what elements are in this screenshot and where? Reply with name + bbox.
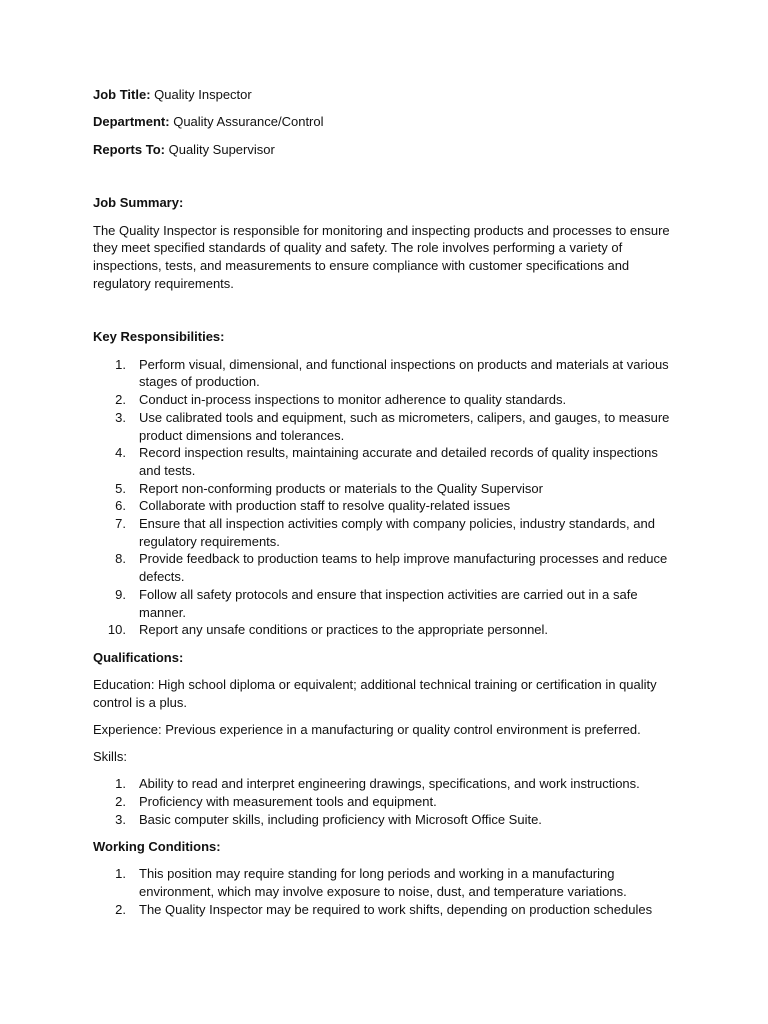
list-item-text: Provide feedback to production teams to help improve manufacturing processes and reduce defects.: [139, 551, 668, 585]
job-summary-text: The Quality Inspector is responsible for monitoring and inspecting products and processes to ensure they meet specified standards of quality and safety. The role involves performing a variety of inspections, tests, and measurements to ensure compliance with customer specifications and regulatory requirements.: [93, 222, 670, 291]
list-item-text: Record inspection results, maintaining accurate and detailed records of quality inspections and tests.: [139, 445, 658, 478]
list-item: [93, 356, 678, 391]
list-item-text: Report non-conforming products or materials to the Quality Supervisor: [139, 480, 543, 496]
department-field: [93, 113, 678, 131]
list-item-number: 6.: [115, 498, 126, 514]
list-item-number: 1.: [115, 866, 126, 882]
job-title-field: [93, 86, 678, 104]
list-item-text: Ensure that all inspection activities comply with company policies, industry standards, and regulatory requirements.: [139, 516, 655, 549]
list-item-number: 3.: [115, 811, 126, 827]
reports-to-label: Reports To:: [93, 141, 165, 157]
list-item-text: Report any unsafe conditions or practices to the appropriate personnel.: [139, 622, 549, 638]
list-item: [93, 409, 678, 444]
list-item-number: 4.: [115, 445, 126, 461]
skills-list: [93, 775, 678, 828]
qualifications-heading: Qualifications:: [93, 649, 184, 665]
list-item: [93, 480, 678, 498]
reports-to-field: [93, 141, 678, 159]
list-item-number: 2.: [115, 794, 126, 810]
list-item-number: 1.: [115, 356, 126, 372]
working-conditions-list: [93, 865, 678, 918]
list-item: [93, 391, 678, 409]
list-item-number: 5.: [115, 480, 126, 496]
list-item: [93, 550, 678, 585]
list-item-number: 1.: [115, 776, 126, 792]
reports-to-value: Quality Supervisor: [168, 141, 275, 157]
job-title-value: Quality Inspector: [154, 87, 252, 102]
job-summary-heading: Job Summary:: [93, 195, 184, 211]
list-item: [93, 444, 678, 479]
list-item-number: 10.: [107, 622, 126, 638]
list-item-text: The Quality Inspector may be required to work shifts, depending on production schedules: [139, 901, 653, 917]
responsibilities-list: [93, 356, 678, 639]
list-item-text: Proficiency with measurement tools and equipment.: [139, 794, 437, 810]
list-item-text: Basic computer skills, including proficiency with Microsoft Office Suite.: [139, 811, 542, 827]
list-item: [93, 793, 678, 811]
list-item: [93, 621, 678, 639]
list-item: [93, 586, 678, 621]
list-item-number: 3.: [115, 409, 126, 425]
responsibilities-heading: Key Responsibilities:: [93, 329, 225, 345]
skills-label: Skills:: [93, 749, 127, 765]
list-item-number: 7.: [115, 516, 126, 532]
list-item-number: 2.: [115, 901, 126, 917]
experience-text: Experience: Previous experience in a manufacturing or quality control environment is preferred.: [93, 721, 641, 737]
list-item-number: 8.: [115, 551, 126, 567]
list-item-text: Perform visual, dimensional, and functional inspections on products and materials at various stages of production.: [139, 356, 669, 390]
list-item-number: 9.: [115, 586, 126, 602]
list-item: [93, 515, 678, 550]
working-conditions-heading: Working Conditions:: [93, 839, 221, 855]
list-item: [93, 775, 678, 793]
list-item-number: 2.: [115, 392, 126, 408]
list-item-text: Ability to read and interpret engineering drawings, specifications, and work instructions.: [139, 776, 640, 792]
department-value: Quality Assurance/Control: [173, 114, 324, 130]
list-item: [93, 811, 678, 829]
list-item-text: This position may require standing for long periods and working in a manufacturing environment, which may involve exposure to noise, dust, and temperature variations.: [139, 866, 627, 900]
job-title-label: Job Title:: [93, 87, 151, 102]
department-label: Department:: [93, 114, 170, 130]
list-item: [93, 901, 678, 919]
document-body: [93, 86, 678, 928]
list-item: [93, 865, 678, 900]
education-text: Education: High school diploma or equivalent; additional technical training or certification in quality control is a plus.: [93, 676, 657, 710]
list-item-text: Collaborate with production staff to resolve quality-related issues: [139, 498, 511, 514]
list-item: [93, 497, 678, 515]
list-item-text: Conduct in-process inspections to monitor adherence to quality standards.: [139, 392, 567, 408]
list-item-text: Follow all safety protocols and ensure that inspection activities are carried out in a safe manner.: [139, 586, 638, 620]
list-item-text: Use calibrated tools and equipment, such as micrometers, calipers, and gauges, to measure product dimensions and tolerances.: [139, 409, 670, 443]
